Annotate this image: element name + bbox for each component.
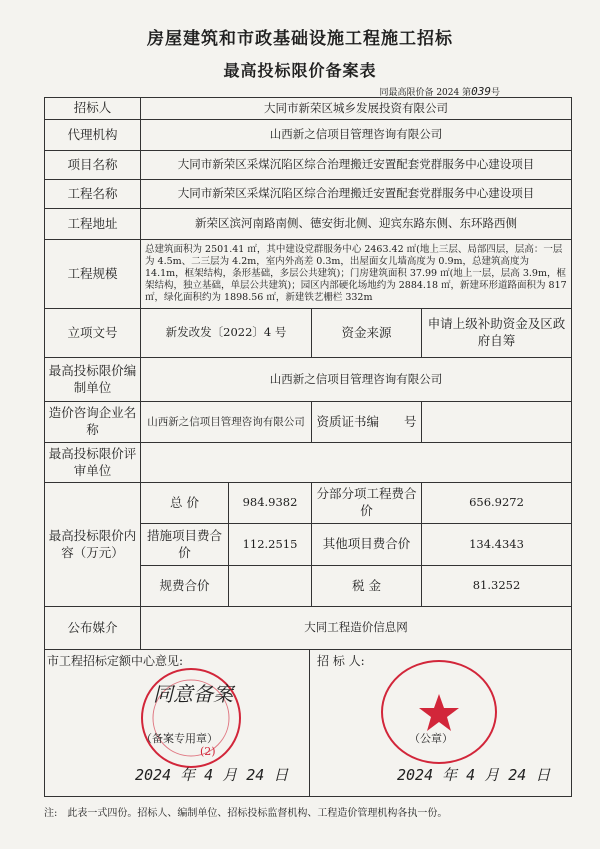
fund-source-value: 申请上级补助资金及区政府自筹 [421,308,572,358]
project-name-label: 项目名称 [44,150,141,180]
other-cost-value: 134.4343 [421,523,572,566]
regulatory-fee-label: 规费合价 [140,565,229,607]
works-name-value: 大同市新荣区采煤沉陷区综合治理搬迁安置配套党群服务中心建设项目 [140,179,572,209]
project-name-value: 大同市新荣区采煤沉陷区综合治理搬迁安置配套党群服务中心建设项目 [140,150,572,180]
section-divider [309,650,310,796]
page-subtitle: 最高投标限价备案表 [223,61,377,80]
scale-value: 总建筑面积为 2501.41 ㎡，其中建设党群服务中心 2463.42 ㎡(地上三层、局部四层，层高：一层为 4.5m、二三层为 4.2m，室内外高差 0.3m，出屋面女儿墙高度为 0.9m，总建筑高度为 14.1m，框架结构，条形基础，多层公共建筑)；门房建筑面积 37.99 ㎡(地上一层，层高 3.9m，框架结构，独立基础，单层公共建筑)；园区内部硬化场地约为 2884.18 ㎡，新建环形道路面积为 817 ㎡，绿化面积约为 1898.56 ㎡，新建铁艺栅栏 332m [140,239,572,309]
doc-no-handwritten: 039 [471,85,491,98]
subitem-cost-value: 656.9272 [421,482,572,524]
works-name-label: 工程名称 [44,179,141,209]
address-label: 工程地址 [44,208,141,240]
consultant-value: 山西新之信项目管理咨询有限公司 [140,401,312,443]
filing-seal-caption: （备案专用章） [141,732,218,745]
footnote: 注: 此表一式四份。招标人、编制单位、招标投标监督机构、工程造价管理机构各执一份。 [44,808,448,819]
tenderer-value: 大同市新荣区城乡发展投资有限公司 [140,97,572,120]
total-price-value: 984.9382 [228,482,312,524]
compiler-label: 最高投标限价编制单位 [44,357,141,402]
approval-section [44,649,572,797]
tenderer-label: 招标人 [44,97,141,120]
other-cost-label: 其他项目费合价 [311,523,422,566]
approval-no-value: 新发改发〔2022〕4 号 [140,308,312,358]
center-date: 2024 年 4 月 24 日 [135,766,289,784]
measure-cost-value: 112.2515 [228,523,312,566]
media-label: 公布媒介 [44,606,141,650]
official-seal-caption: （公章） [409,732,453,745]
total-price-label: 总 价 [140,482,229,524]
fund-source-label: 资金来源 [311,308,422,358]
consultant-label: 造价咨询企业名称 [44,401,141,443]
media-value: 大同工程造价信息网 [140,606,572,650]
regulatory-fee-value [228,565,312,607]
address-value: 新荣区滨河南路南侧、德安街北侧、迎宾东路东侧、东环路西侧 [140,208,572,240]
seal-star-icon [383,662,495,762]
price-content-label: 最高投标限价内容（万元） [44,482,141,607]
page-title: 房屋建筑和市政基础设施工程施工招标 [147,29,453,49]
scale-label: 工程规模 [44,239,141,309]
cert-no-value [421,401,572,443]
record-table [44,97,572,650]
doc-no-suffix: 号 [490,88,500,98]
approval-handwriting: 同意备案 [153,682,233,706]
reviewer-value [140,442,572,483]
approval-no-label: 立项文号 [44,308,141,358]
tenderer-official-seal [381,660,497,764]
compiler-value: 山西新之信项目管理咨询有限公司 [140,357,572,402]
subitem-cost-label: 分部分项工程费合价 [311,482,422,524]
measure-cost-label: 措施项目费合价 [140,523,229,566]
agency-label: 代理机构 [44,119,141,151]
tenderer-opinion-title: 招 标 人: [317,654,365,668]
tenderer-date: 2024 年 4 月 24 日 [397,766,551,784]
tax-label: 税 金 [311,565,422,607]
tax-value: 81.3252 [421,565,572,607]
reviewer-label: 最高投标限价评审单位 [44,442,141,483]
cert-no-label: 资质证书编 号 [311,401,422,443]
doc-no-prefix: 同最高限价备 2024 第 [379,88,472,98]
center-opinion-title: 市工程招标定额中心意见: [47,654,184,668]
filing-seal-number: (2) [200,745,216,758]
agency-value: 山西新之信项目管理咨询有限公司 [140,119,572,151]
